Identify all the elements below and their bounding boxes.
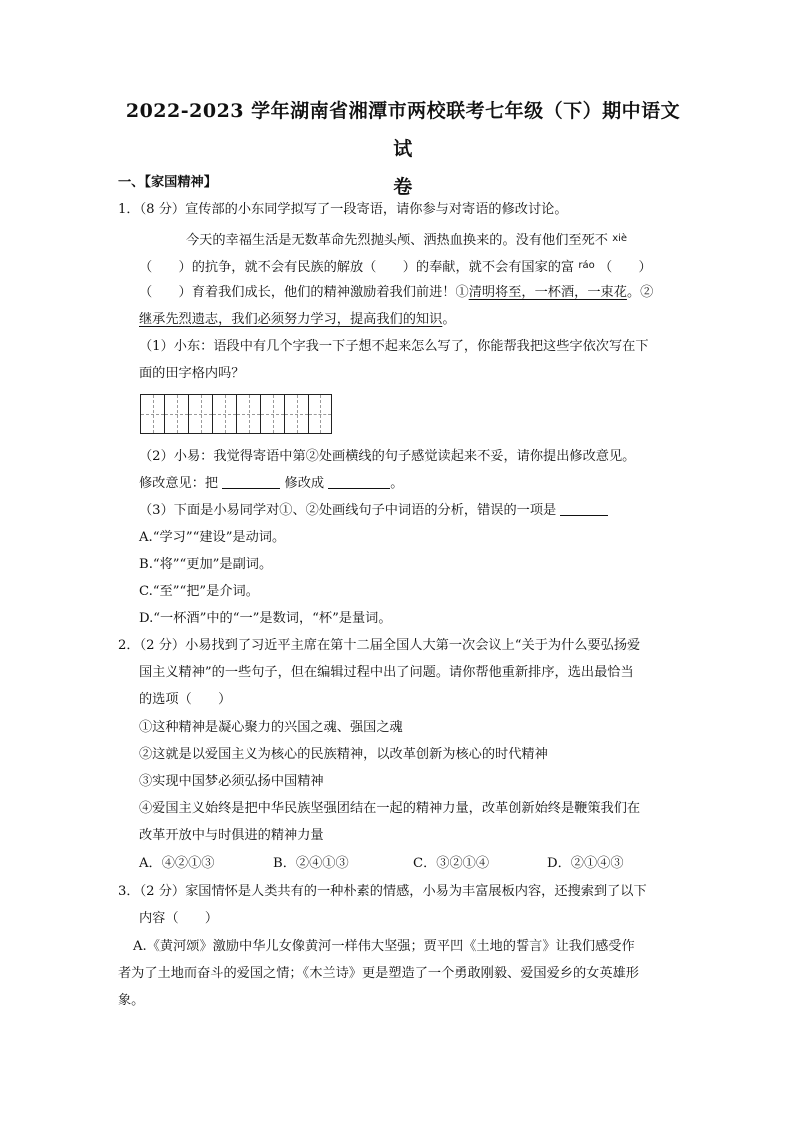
- q3-option-a-line-2: 者为了土地而奋斗的爱国之情；《木兰诗》更是塑造了一个勇敢刚毅、爱国爱乡的女英雄形: [118, 966, 639, 981]
- underlined-sentence-1: 清明将至，一杯酒，一束花: [468, 285, 627, 300]
- q1-sub3-text: （3）下面是小易同学对①、②处画线句子中词语的分析，错误的一项是: [139, 503, 557, 518]
- q2-sentence-4-line-1: ④爱国主义始终是把中华民族坚强团结在一起的精神力量，改革创新始终是鞭策我们在: [139, 801, 641, 816]
- q2-option-b[interactable]: B．②④①③: [273, 856, 349, 871]
- q1-sub2-line-2: [139, 474, 403, 494]
- q1-passage-line-2: [139, 256, 652, 278]
- q3-stem-line-1: 3．（2 分）家国情怀是人类共有的一种朴素的情感，小易为丰富展板内容，还搜索到了以下: [118, 884, 647, 899]
- q2-option-a[interactable]: A．④②①③: [139, 856, 215, 871]
- q2-sentence-1: ①这种精神是凝心聚力的兴国之魂、强国之魂: [139, 720, 403, 735]
- section-heading: 一、【家国精神】: [118, 175, 217, 190]
- q2-option-d[interactable]: D．②①④③: [547, 856, 624, 871]
- revision-mid: 修改成: [284, 476, 325, 491]
- underlined-sentence-2: 继承先烈遗志，我们必须努力学习，提高我们的知识: [139, 312, 443, 327]
- q2-stem-line-2: 国主义精神”的一些句子，但在编辑过程中出了问题。请你帮他重新排序，选出最恰当: [139, 665, 634, 680]
- q1-sub2-line-1: （2）小易：我觉得寄语中第②处画横线的句子感觉读起来不妥，请你提出修改意见。: [139, 449, 636, 464]
- q2-option-c[interactable]: C．③②①④: [413, 856, 490, 871]
- q2-stem-line-1: 2．（2 分）小易找到了习近平主席在第十二届全国人大第一次会议上“关于为什么要弘扬爱: [118, 638, 641, 653]
- q1-passage-text: （ ）育着我们成长，他们的精神激励着我们前进！①: [139, 285, 469, 300]
- q1-stem: 1．（8 分）宣传部的小东同学拟写了一段寄语，请你参与对寄语的修改讨论。: [118, 202, 568, 217]
- q3-option-a-line-3: 象。: [118, 993, 145, 1008]
- grid-cell[interactable]: [140, 394, 164, 434]
- grid-cell[interactable]: [188, 394, 212, 434]
- q1-passage-text: 今天的幸福生活是无数革命先烈抛头颅、洒热血换来的。没有他们至死不: [186, 233, 608, 248]
- q1-sub3: [139, 501, 608, 521]
- q3-option-a-line-1[interactable]: A.《黄河颂》激励中华儿女像黄河一样伟大坚强；贾平凹《土地的誓言》让我们感受作: [133, 939, 635, 954]
- grid-cell[interactable]: [212, 394, 236, 434]
- q1-passage-text: （ ）的抗争，就不会有民族的解放（ ）的奉献，就不会有国家的富: [139, 260, 575, 275]
- q1-sub1-line-1: （1）小东：语段中有几个字我一下子想不起来怎么写了，你能帮我把这些字依次写在下: [139, 339, 649, 354]
- pinyin-rao: ráo: [578, 260, 595, 271]
- answer-blank[interactable]: [222, 474, 280, 489]
- q2-stem-line-3: 的选项（ ）: [139, 692, 232, 707]
- pinyin-xie: xiè: [612, 233, 628, 244]
- grid-cell[interactable]: [308, 394, 332, 434]
- grid-cell[interactable]: [236, 394, 260, 434]
- title-line-1: 2022-2023 学年湖南省湘潭市两校联考七年级（下）期中语文试: [125, 100, 681, 160]
- q1-passage-text: 。: [442, 312, 456, 327]
- q2-sentence-4-line-2: 改革开放中与时俱进的精神力量: [139, 828, 324, 843]
- q1-passage-line-1: [186, 229, 627, 251]
- q1-sub1-line-2: 面的田字格内吗？: [139, 366, 245, 381]
- q1-option-c[interactable]: C.“至”“把”是介词。: [139, 584, 259, 599]
- q1-passage-line-3: [139, 283, 653, 303]
- grid-cell[interactable]: [260, 394, 284, 434]
- title-line-2: 卷: [393, 176, 413, 198]
- q1-option-a[interactable]: A.“学习”“建设”是动词。: [139, 530, 286, 545]
- q1-passage-text: 。②: [626, 285, 654, 300]
- grid-cell[interactable]: [284, 394, 308, 434]
- q2-sentence-2: ②这就是以爱国主义为核心的民族精神，以改革创新为核心的时代精神: [139, 747, 548, 762]
- q1-option-d[interactable]: D.“一杯酒”中的“一”是数词，“杯”是量词。: [139, 611, 392, 626]
- tianzige-grid[interactable]: [140, 394, 332, 434]
- q1-option-b[interactable]: B.“将”“更加”是副词。: [139, 557, 273, 572]
- q3-stem-line-2: 内容（ ）: [139, 911, 219, 926]
- answer-blank[interactable]: [560, 501, 608, 516]
- q1-blank-paren[interactable]: （ ）: [598, 260, 652, 275]
- q1-passage-line-4: [139, 310, 456, 330]
- answer-blank[interactable]: [328, 474, 390, 489]
- revision-label: 修改意见：把: [139, 476, 219, 491]
- grid-cell[interactable]: [164, 394, 188, 434]
- q2-sentence-3: ③实现中国梦必须弘扬中国精神: [139, 774, 324, 789]
- revision-end: 。: [390, 476, 404, 491]
